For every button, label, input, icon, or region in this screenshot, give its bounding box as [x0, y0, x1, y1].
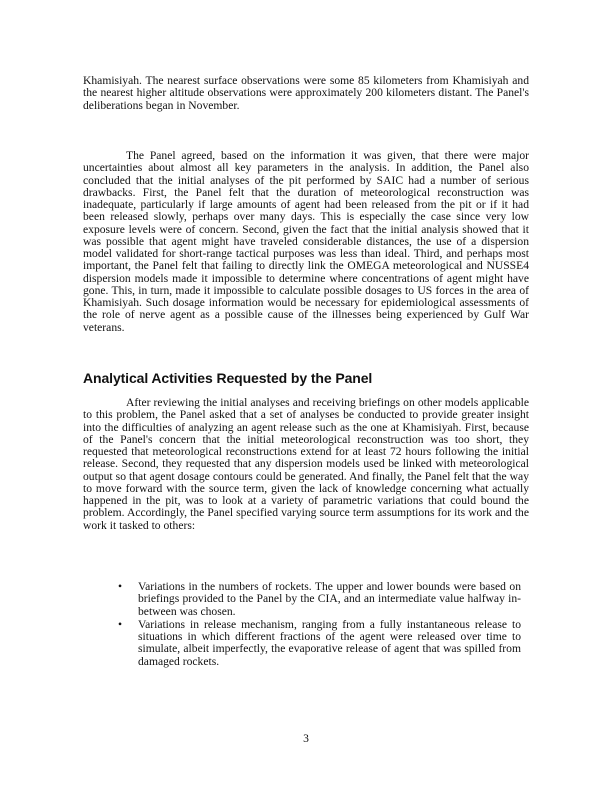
bullet-text: Variations in release mechanism, ranging from a fully instantaneous release to situations in which different fractions of the agent were released over time to simulate, albeit imperfectly, the evaporative release of agent that was spilled from damaged rockets. [138, 617, 521, 668]
page-number: 3 [303, 732, 309, 745]
bullet-text: Variations in the numbers of rockets. The upper and lower bounds were based on briefings provided to the Panel by the CIA, and an intermediate value halfway in-between was chosen. [138, 580, 521, 618]
paragraph-panel-agreed: The Panel agreed, based on the information it was given, that there were major uncertainties about almost all key parameters in the analysis. In addition, the Panel also concluded that the initial analyses of the pit performed by SAIC had a number of serious drawbacks. First, the Panel felt that the duration of meteorological reconstruction was inadequate, particularly if large amounts of agent had been released from the pit or if it had been released slowly, perhaps over many days. This is especially the case since very low exposure levels were of concern. Second, given the fact that the initial analysis showed that it was possible that agent might have traveled considerable distances, the use of a dispersion model validated for short-range tactical purposes was less than ideal. Third, and perhaps most important, the Panel felt that failing to directly link the OMEGA meteorological and NUSSE4 dispersion models made it impossible to determine where concentrations of agent might have gone. This, in turn, made it impossible to calculate possible dosages to US forces in the area of Khamisiyah. Such dosage information would be necessary for epidemiological assessments of the role of nerve agent as a possible cause of the illnesses being experienced by Gulf War veterans. [83, 149, 529, 334]
paragraph-analytical-activities: After reviewing the initial analyses and receiving briefings on other models applicable to this problem, the Panel asked that a set of analyses be conducted to provide greater insight into the difficulties of analyzing an agent release such as the one at Khamisiyah. First, because of the Panel's concern that the initial meteorological reconstruction was too short, they requested that meteorological reconstructions extend for at least 72 hours following the initial release. Second, they requested that any dispersion models used be linked with meteorological output so that agent dosage contours could be generated. And finally, the Panel felt that the way to move forward with the source term, given the lack of knowledge concerning what actually happened in the pit, was to look at a variety of parametric variations that could bound the problem. Accordingly, the Panel specified varying source term assumptions for its work and the work it tasked to others: [83, 396, 529, 532]
bullet-item [115, 581, 521, 618]
source-term-bullet-list [115, 581, 521, 669]
section-heading: Analytical Activities Requested by the Panel [83, 370, 373, 386]
bullet-item [115, 619, 521, 668]
bullet-icon: • [118, 617, 123, 631]
bullet-icon: • [118, 580, 123, 593]
paragraph-continuation: Khamisiyah. The nearest surface observations were some 85 kilometers from Khamisiyah and the nearest higher altitude observations were approximately 200 kilometers distant. The Panel's deliberations began in November. [83, 74, 529, 112]
